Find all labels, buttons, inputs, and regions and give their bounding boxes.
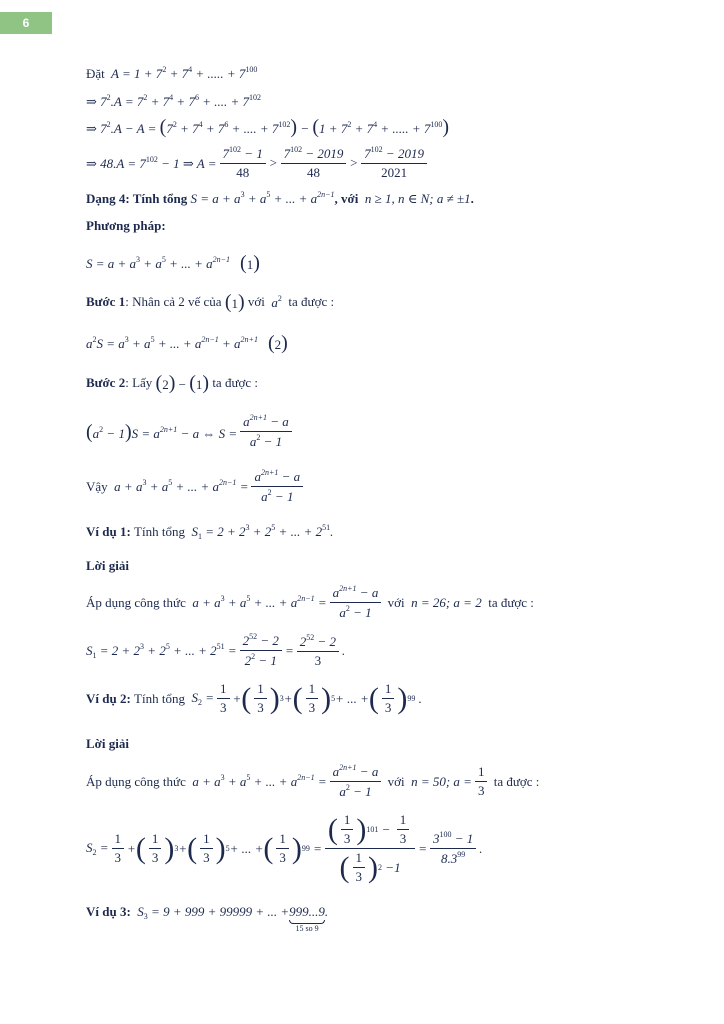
apdung-1-text: Áp dụng công thức — [86, 594, 186, 610]
eq-s-2: $a^2S = a^3 + a^5$ + ... + $a^{2n-1} + a^{2n+1}$ (2) — [86, 332, 288, 354]
buoc1-label: Bước 1 — [86, 294, 126, 309]
eq-solve-s: $(a^2 - 1)S = a^{2n+1} - a$ ⇔ S = $\frac{a^{2n+1} - a}{a^2 - 1}$ — [86, 413, 295, 450]
vay-label: Vậy — [86, 478, 108, 494]
page-number: 6 — [0, 12, 52, 34]
underbrace-label: 15 so 9 — [295, 924, 319, 933]
buoc1-result: ta được : — [288, 294, 335, 309]
buoc2-label: Bước 2 — [86, 375, 126, 390]
apdung-1: Áp dụng công thức $a + a^3 + a^5$ + ... + $a^{2n-1}$ = $\frac{a^{2n+1} - a}{a^2 - 1}$ với n = 26; a = 2 ta được : — [86, 584, 534, 620]
dang4-title: Dạng 4: Tính tổng — [86, 190, 188, 206]
buoc2-result: ta được : — [212, 375, 258, 390]
apdung-1-result: ta được : — [488, 594, 534, 610]
loigiai-2: Lời giải — [86, 736, 129, 751]
dang4-with: , với — [334, 190, 359, 206]
buoc1-line: Bước 1 : Nhân cả 2 vế của (1) với $a^2$ ta được : — [86, 291, 335, 313]
buoc1-with: với — [247, 294, 265, 309]
phuong-phap-heading: Phương pháp: — [86, 218, 166, 233]
dat-label: Đặt — [86, 65, 105, 81]
dang4-heading: Dạng 4: Tính tổng $S = a + a^3 + a^5$ + ... + $a^{2n-1}$ , với n ≥ 1, n ∈ N; a ≠ ±1 . — [86, 190, 474, 206]
vidu1-label: Ví dụ 1: — [86, 524, 131, 539]
buoc2-line: Bước 2 : Lấy (2) − (1) ta được : — [86, 372, 258, 394]
apdung-1-with: với — [387, 594, 405, 610]
eq-multiply: ⇒ $7^2.A = 7^2 + 7^4 + 7^6$ + .... + $7^{102}$ — [86, 93, 261, 109]
eq-subtract: ⇒ $7^2.A - A = (7^2 + 7^4 + 7^6$ + .... + $7^{102}) - (1 + 7^2 + 7^4$ + ..... + $7^{100}$) — [86, 116, 450, 138]
vidu2-label: Ví dụ 2: — [86, 690, 131, 706]
loigiai-1: Lời giải — [86, 558, 129, 573]
eq-s-1: $S = a + a^3 + a^5$ + ... + $a^{2n-1}$ (1) — [86, 252, 260, 274]
eq-48a: ⇒ $48.A = 7^{102} - 1$ ⇒ A = $\frac{7^{102} - 1}{48}$ > $\frac{7^{102} - 2019}{48}$ > $\frac{7^{102} - 2019}{2021}$ — [86, 145, 430, 181]
apdung-2-with: với — [387, 773, 405, 789]
vidu1-text: Tính tổng — [134, 524, 185, 539]
buoc2-text: : Lấy — [125, 375, 153, 390]
eq-s1-result: $S_1 = 2 + 2^3 + 2^5$ + ... + $2^{51}$ = $\frac{2^{52} - 2}{2^2 - 1}$ = $\frac{2^{52} - 2}{3}$ . — [86, 632, 346, 668]
apdung-2-text: Áp dụng công thức — [86, 773, 186, 789]
vay-line: Vậy $a + a^3 + a^5$ + ... + $a^{2n-1}$ = $\frac{a^{2n+1} - a}{a^2 - 1}$ — [86, 468, 306, 505]
eq-s2-result: $S_2$ = $\frac{1}{3}$ + ( $\frac{1}{3}$ ) 3 + ( $\frac{1}{3}$ ) 5 + ... + ( $\frac{1}{3}$ ) 99 = ( $\frac{1}{3}$ ) 101 − $\frac{1}{3}$ ( $\frac{1}{3}$ ) 2 −1 = $\frac{3^{100} - 1}{8.3^{99}}$ . — [86, 812, 483, 884]
eq-define-a: Đặt $A = 1 + 7^2 + 7^4$ + ..... + $7^{100}$ — [86, 65, 258, 81]
apdung-2: Áp dụng công thức $a + a^3 + a^5$ + ... + $a^{2n-1}$ = $\frac{a^{2n+1} - a}{a^2 - 1}$ với n = 50; a = $\frac{1}{3}$ ta được : — [86, 763, 540, 799]
buoc1-text: : Nhân cả 2 vế của — [125, 294, 222, 309]
vidu1-line: Ví dụ 1: Tính tổng $S_1 = 2 + 2^3 + 2^5$ + ... + $2^{51}$. — [86, 523, 334, 541]
apdung-2-result: ta được : — [493, 773, 540, 789]
vidu3-line: Ví dụ 3: $S_3 = 9 + 999 + 99999$ + ... + 999...9 15 so 9 . — [86, 904, 329, 933]
vidu2-line: Ví dụ 2: Tính tổng $S_2$ = $\frac{1}{3}$ + ( $\frac{1}{3}$ ) 3 + ( $\frac{1}{3}$ ) 5 + ... + ( $\frac{1}{3}$ ) 99 . — [86, 681, 422, 715]
vidu3-label: Ví dụ 3: — [86, 904, 131, 919]
vidu2-text: Tính tổng — [134, 690, 185, 706]
